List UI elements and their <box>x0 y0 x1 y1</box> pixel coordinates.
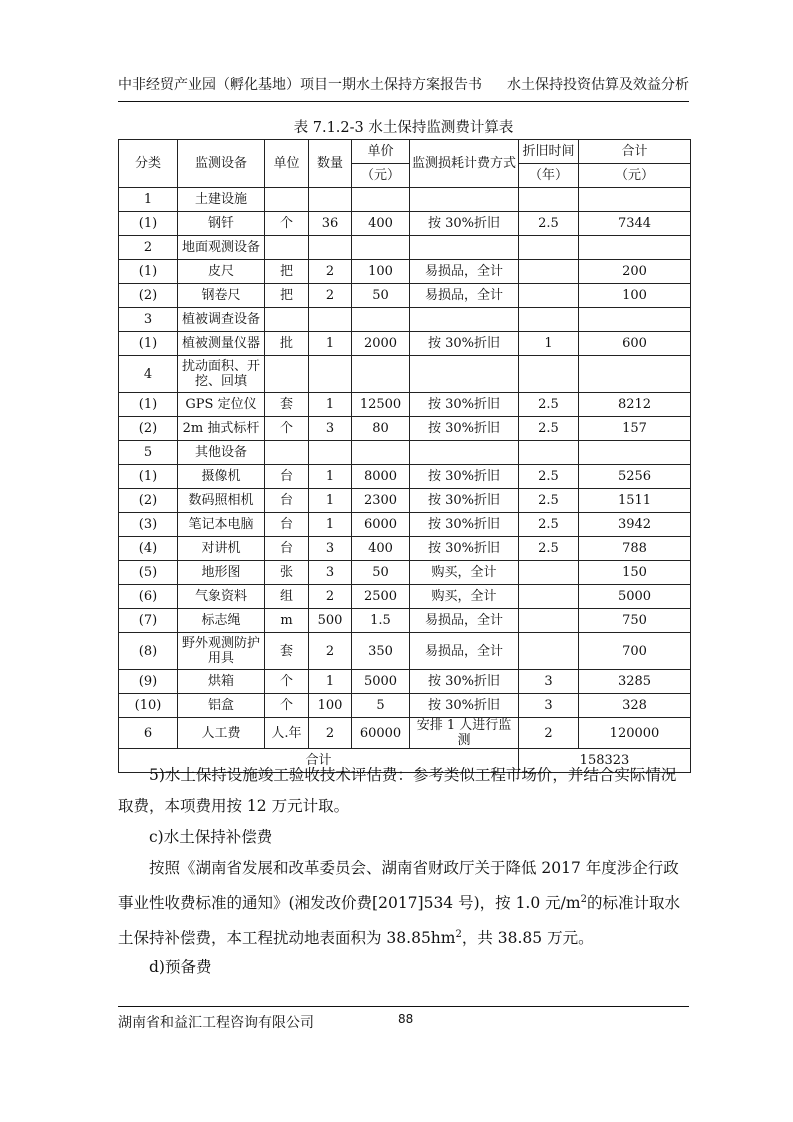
cell-unit: 套 <box>265 633 309 670</box>
cell-total: 3285 <box>579 670 691 694</box>
cell-unit <box>265 308 309 332</box>
table-row <box>119 561 691 585</box>
cell-unit: 台 <box>265 537 309 561</box>
cell-equipment: 扰动面积、开挖、回填 <box>178 356 265 393</box>
cell-quantity <box>309 308 352 332</box>
cell-equipment: 钢卷尺 <box>178 284 265 308</box>
cell-method <box>410 188 519 212</box>
cell-unit <box>265 236 309 260</box>
cell-total: 1511 <box>579 489 691 513</box>
cell-depreciation <box>519 356 579 393</box>
cell-equipment: 对讲机 <box>178 537 265 561</box>
cell-price: 1.5 <box>352 609 410 633</box>
cell-equipment: 土建设施 <box>178 188 265 212</box>
cell-quantity: 2 <box>309 260 352 284</box>
table-row <box>119 489 691 513</box>
cell-unit: 台 <box>265 513 309 537</box>
cell-price: 2500 <box>352 585 410 609</box>
monitoring-fee-table <box>118 139 691 773</box>
cell-depreciation <box>519 260 579 284</box>
cell-price: 60000 <box>352 718 410 749</box>
cell-price: 50 <box>352 284 410 308</box>
table-row <box>119 332 691 356</box>
cell-category: (9) <box>119 670 178 694</box>
table-section-row <box>119 356 691 393</box>
cell-method: 易损品，全计 <box>410 633 519 670</box>
table-row <box>119 284 691 308</box>
cell-category: (7) <box>119 609 178 633</box>
cell-price: 100 <box>352 260 410 284</box>
cell-quantity: 3 <box>309 561 352 585</box>
header-left: 中非经贸产业园（孵化基地）项目一期水土保持方案报告书 <box>118 77 482 93</box>
cell-total <box>579 236 691 260</box>
cell-total <box>579 356 691 393</box>
footer-rule <box>118 1006 689 1007</box>
cell-method: 按 30%折旧 <box>410 465 519 489</box>
cell-depreciation <box>519 585 579 609</box>
cell-depreciation: 2.5 <box>519 393 579 417</box>
cell-price <box>352 188 410 212</box>
cell-category: (2) <box>119 489 178 513</box>
table-row <box>119 609 691 633</box>
cell-quantity: 500 <box>309 609 352 633</box>
cell-equipment: 摄像机 <box>178 465 265 489</box>
cell-price: 50 <box>352 561 410 585</box>
cell-category: 2 <box>119 236 178 260</box>
cell-unit <box>265 356 309 393</box>
page-number: 88 <box>398 1012 414 1026</box>
cell-depreciation: 2.5 <box>519 537 579 561</box>
table-caption: 表 7.1.2-3 水土保持监测费计算表 <box>293 120 514 136</box>
cell-quantity: 1 <box>309 332 352 356</box>
cell-depreciation <box>519 609 579 633</box>
cell-total <box>579 441 691 465</box>
cell-quantity <box>309 356 352 393</box>
cell-total: 3942 <box>579 513 691 537</box>
compensation-text-c: ，共 38.85 万元。 <box>461 929 594 948</box>
cell-depreciation <box>519 561 579 585</box>
cell-category: 4 <box>119 356 178 393</box>
compensation-text-a: 按照《湖南省发展和改革委员会、湖南省财政厅关于降低 2017 年度涉企行政事业性收费标准的通知》(湘发改价费[2017]534 号)，按 1.0 元/m <box>118 859 679 913</box>
cell-price: 6000 <box>352 513 410 537</box>
paragraph-acceptance-fee: 5)水土保持设施竣工验收技术评估费：参考类似工程市场价，并结合实际情况取费，本项费用按 12 万元计取。 <box>118 766 677 815</box>
cell-total: 120000 <box>579 718 691 749</box>
cell-price <box>352 441 410 465</box>
total-label: 合计 <box>119 749 519 773</box>
cell-category: (2) <box>119 284 178 308</box>
cell-unit <box>265 441 309 465</box>
cell-equipment: 笔记本电脑 <box>178 513 265 537</box>
cell-total: 100 <box>579 284 691 308</box>
table-section-row <box>119 441 691 465</box>
th-quantity: 数量 <box>309 140 352 188</box>
cell-category: (6) <box>119 585 178 609</box>
cell-method: 按 30%折旧 <box>410 513 519 537</box>
cell-method: 安排 1 人进行监测 <box>410 718 519 749</box>
cell-category: (1) <box>119 332 178 356</box>
cell-quantity <box>309 188 352 212</box>
cell-method: 按 30%折旧 <box>410 332 519 356</box>
cell-method: 按 30%折旧 <box>410 393 519 417</box>
cell-unit: m <box>265 609 309 633</box>
cell-total: 7344 <box>579 212 691 236</box>
cell-category: 3 <box>119 308 178 332</box>
cell-unit: 组 <box>265 585 309 609</box>
table-row <box>119 633 691 670</box>
cell-quantity: 1 <box>309 670 352 694</box>
cell-price: 400 <box>352 212 410 236</box>
cell-quantity: 2 <box>309 585 352 609</box>
table-row <box>119 212 691 236</box>
cell-price: 80 <box>352 417 410 441</box>
th-depreciation-unit: （年） <box>519 164 579 188</box>
cell-unit: 个 <box>265 417 309 441</box>
cell-unit: 套 <box>265 393 309 417</box>
cell-price: 400 <box>352 537 410 561</box>
cell-depreciation: 2.5 <box>519 489 579 513</box>
cell-price <box>352 236 410 260</box>
table-row <box>119 393 691 417</box>
table-row <box>119 513 691 537</box>
cell-depreciation: 3 <box>519 694 579 718</box>
cell-category: (8) <box>119 633 178 670</box>
cell-quantity <box>309 236 352 260</box>
cell-quantity: 1 <box>309 489 352 513</box>
superscript-squared: 2 <box>455 929 462 941</box>
cell-unit: 台 <box>265 465 309 489</box>
cell-price: 8000 <box>352 465 410 489</box>
table-row <box>119 417 691 441</box>
table-section-row <box>119 308 691 332</box>
running-header <box>118 74 689 94</box>
table-row <box>119 694 691 718</box>
cell-quantity: 1 <box>309 393 352 417</box>
cell-equipment: 野外观测防护用具 <box>178 633 265 670</box>
cell-unit: 批 <box>265 332 309 356</box>
cell-quantity <box>309 441 352 465</box>
table-row <box>119 718 691 749</box>
cell-unit: 把 <box>265 260 309 284</box>
cell-method: 易损品，全计 <box>410 609 519 633</box>
header-rule <box>118 101 689 102</box>
cell-category: (3) <box>119 513 178 537</box>
cell-method <box>410 441 519 465</box>
cell-total <box>579 308 691 332</box>
cell-method <box>410 356 519 393</box>
cell-depreciation <box>519 284 579 308</box>
cell-depreciation: 2.5 <box>519 212 579 236</box>
cell-equipment: 钢钎 <box>178 212 265 236</box>
cell-equipment: 人工费 <box>178 718 265 749</box>
cell-total: 150 <box>579 561 691 585</box>
cell-equipment: 植被测量仪器 <box>178 332 265 356</box>
cell-category: (10) <box>119 694 178 718</box>
cell-category: (1) <box>119 465 178 489</box>
cell-total: 5000 <box>579 585 691 609</box>
cell-total: 750 <box>579 609 691 633</box>
cell-depreciation: 2.5 <box>519 417 579 441</box>
cell-quantity: 2 <box>309 633 352 670</box>
cell-depreciation: 2 <box>519 718 579 749</box>
cell-price: 5000 <box>352 670 410 694</box>
cell-quantity: 2 <box>309 718 352 749</box>
cell-total: 600 <box>579 332 691 356</box>
cell-category: 1 <box>119 188 178 212</box>
cell-total: 5256 <box>579 465 691 489</box>
cell-price <box>352 308 410 332</box>
heading-reserve-fee: d)预备费 <box>149 958 212 976</box>
compensation-text-b: 的标准计取水土保持补偿费，本工程扰动地表面积为 38.85hm <box>118 894 680 948</box>
cell-category: (1) <box>119 260 178 284</box>
cell-price: 5 <box>352 694 410 718</box>
cell-category: (5) <box>119 561 178 585</box>
cell-equipment: 烘箱 <box>178 670 265 694</box>
table-row <box>119 465 691 489</box>
cell-quantity: 2 <box>309 284 352 308</box>
cell-method: 易损品，全计 <box>410 284 519 308</box>
cell-unit: 把 <box>265 284 309 308</box>
cell-equipment: 气象资料 <box>178 585 265 609</box>
heading-compensation-fee: c)水土保持补偿费 <box>149 828 273 846</box>
cell-depreciation: 2.5 <box>519 513 579 537</box>
cell-total: 328 <box>579 694 691 718</box>
cell-equipment: 地面观测设备 <box>178 236 265 260</box>
cell-quantity: 3 <box>309 417 352 441</box>
cell-equipment: 标志绳 <box>178 609 265 633</box>
table-section-row <box>119 188 691 212</box>
cell-unit <box>265 188 309 212</box>
table-row <box>119 585 691 609</box>
total-value: 158323 <box>519 749 691 773</box>
cell-depreciation <box>519 188 579 212</box>
cell-equipment: GPS 定位仪 <box>178 393 265 417</box>
cell-method: 按 30%折旧 <box>410 212 519 236</box>
cell-total: 157 <box>579 417 691 441</box>
cell-equipment: 数码照相机 <box>178 489 265 513</box>
cell-price <box>352 356 410 393</box>
cell-method: 按 30%折旧 <box>410 417 519 441</box>
cell-category: 6 <box>119 718 178 749</box>
table-row <box>119 260 691 284</box>
table-row <box>119 537 691 561</box>
cell-quantity: 1 <box>309 465 352 489</box>
th-method: 监测损耗计费方式 <box>410 140 519 188</box>
cell-total <box>579 188 691 212</box>
cell-method: 易损品，全计 <box>410 260 519 284</box>
cell-depreciation: 3 <box>519 670 579 694</box>
cell-method: 按 30%折旧 <box>410 694 519 718</box>
cell-equipment: 铝盒 <box>178 694 265 718</box>
cell-method: 按 30%折旧 <box>410 489 519 513</box>
cell-method <box>410 236 519 260</box>
cell-method: 购买，全计 <box>410 561 519 585</box>
cell-equipment: 2m 抽式标杆 <box>178 417 265 441</box>
cell-method: 购买，全计 <box>410 585 519 609</box>
cell-equipment: 地形图 <box>178 561 265 585</box>
cell-unit: 人.年 <box>265 718 309 749</box>
cell-price: 12500 <box>352 393 410 417</box>
cell-category: (1) <box>119 393 178 417</box>
cell-unit: 台 <box>265 489 309 513</box>
cell-depreciation <box>519 441 579 465</box>
cell-depreciation <box>519 308 579 332</box>
th-price-unit: （元） <box>352 164 410 188</box>
table-section-row <box>119 236 691 260</box>
cell-total: 200 <box>579 260 691 284</box>
cell-total: 8212 <box>579 393 691 417</box>
cell-unit: 张 <box>265 561 309 585</box>
cell-equipment: 其他设备 <box>178 441 265 465</box>
cell-total: 700 <box>579 633 691 670</box>
th-total-unit: （元） <box>579 164 691 188</box>
th-total: 合计 <box>579 140 691 164</box>
th-unit: 单位 <box>265 140 309 188</box>
cell-category: 5 <box>119 441 178 465</box>
cell-quantity: 36 <box>309 212 352 236</box>
cell-category: (4) <box>119 537 178 561</box>
th-price: 单价 <box>352 140 410 164</box>
paragraph-compensation <box>118 853 689 954</box>
cell-depreciation: 2.5 <box>519 465 579 489</box>
cell-quantity: 3 <box>309 537 352 561</box>
cell-equipment: 植被调查设备 <box>178 308 265 332</box>
superscript-squared: 2 <box>580 894 587 905</box>
cell-unit: 个 <box>265 212 309 236</box>
cell-depreciation <box>519 236 579 260</box>
cell-method <box>410 308 519 332</box>
cell-category: (1) <box>119 212 178 236</box>
cell-price: 350 <box>352 633 410 670</box>
cell-unit: 个 <box>265 670 309 694</box>
table-row <box>119 670 691 694</box>
cell-price: 2000 <box>352 332 410 356</box>
th-category: 分类 <box>119 140 178 188</box>
cell-quantity: 100 <box>309 694 352 718</box>
cell-depreciation <box>519 633 579 670</box>
th-depreciation: 折旧时间 <box>519 140 579 164</box>
cell-category: (2) <box>119 417 178 441</box>
cell-unit: 个 <box>265 694 309 718</box>
cell-quantity: 1 <box>309 513 352 537</box>
cell-price: 2300 <box>352 489 410 513</box>
cell-depreciation: 1 <box>519 332 579 356</box>
cell-method: 按 30%折旧 <box>410 670 519 694</box>
th-equipment: 监测设备 <box>178 140 265 188</box>
cell-total: 788 <box>579 537 691 561</box>
cell-equipment: 皮尺 <box>178 260 265 284</box>
header-right: 水土保持投资估算及效益分析 <box>507 77 689 93</box>
cell-method: 按 30%折旧 <box>410 537 519 561</box>
footer-company: 湖南省和益汇工程咨询有限公司 <box>118 1015 314 1031</box>
